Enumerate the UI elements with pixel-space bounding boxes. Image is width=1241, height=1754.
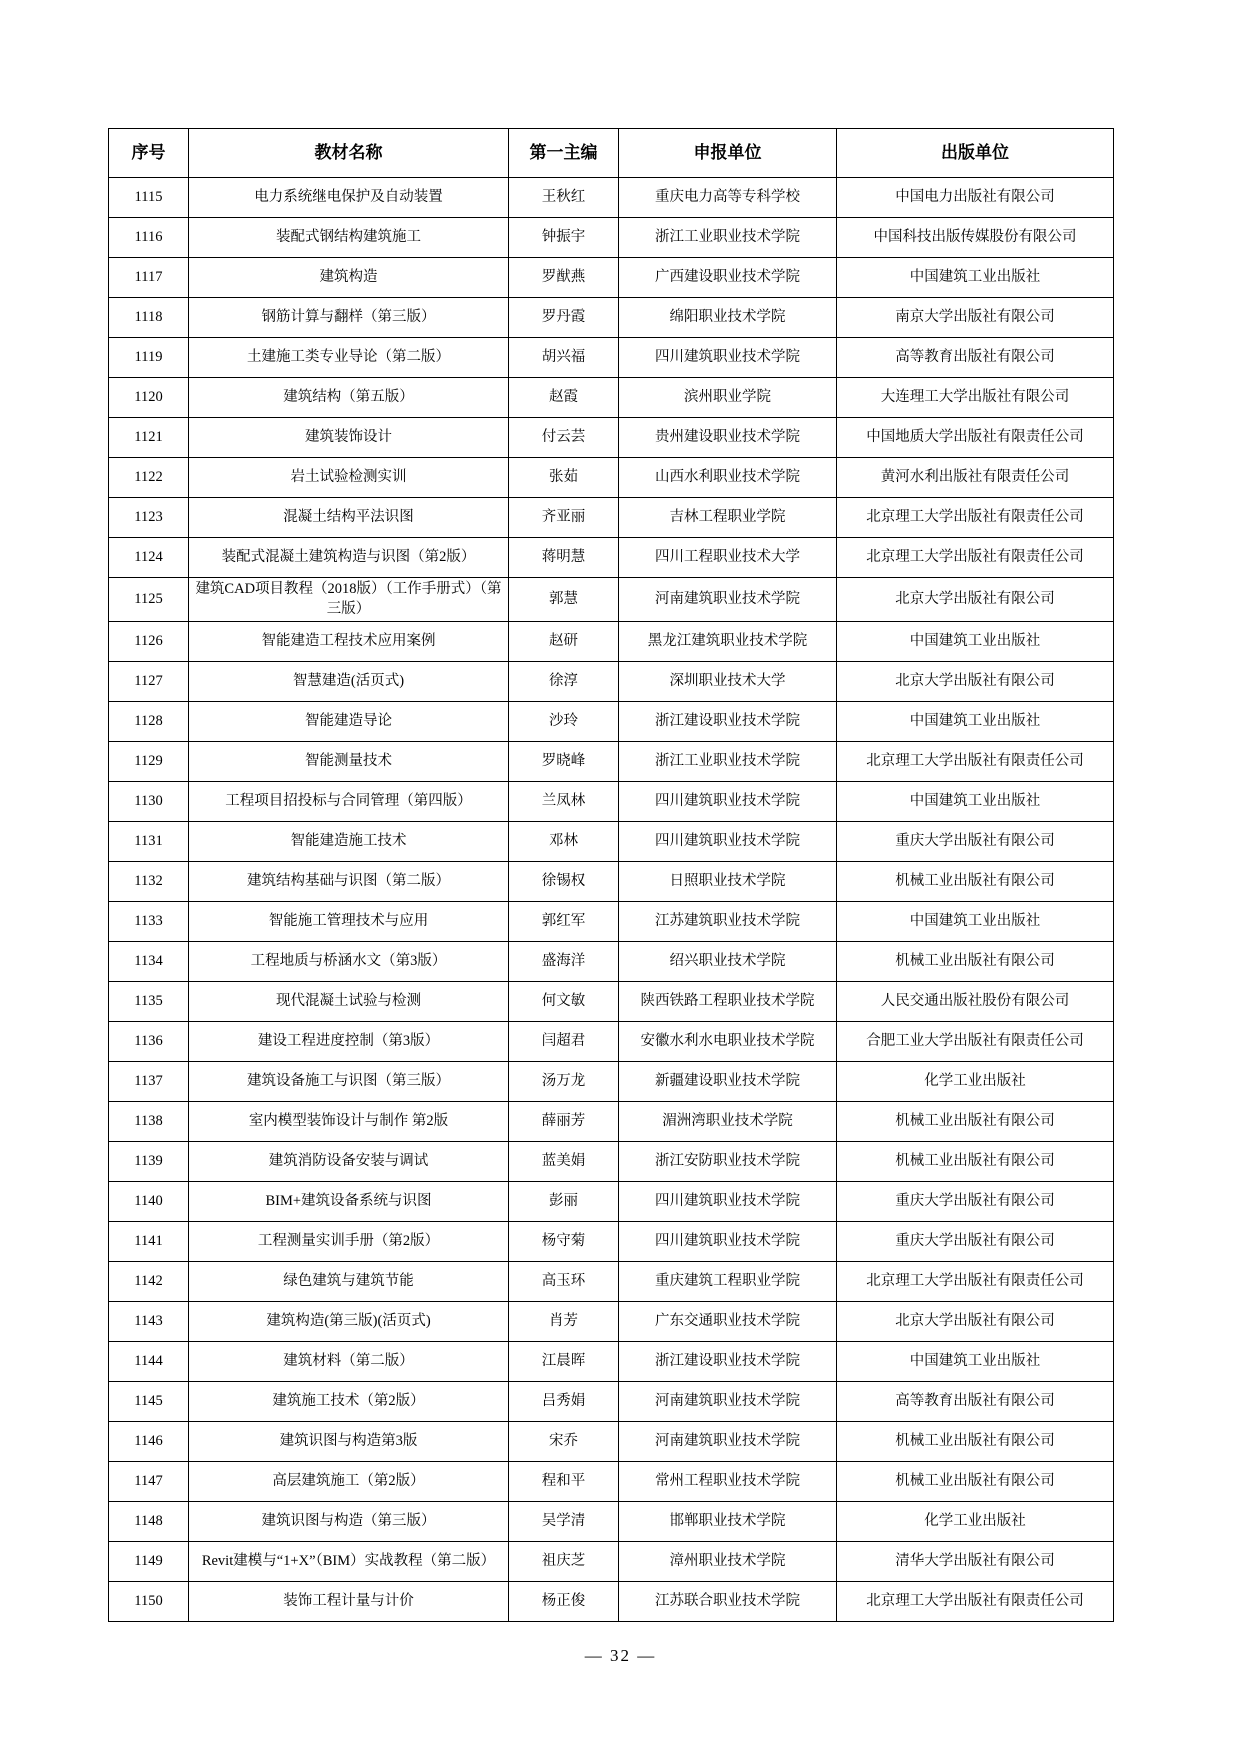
column-header-editor: 第一主编 (509, 129, 619, 178)
cell-publisher: 高等教育出版社有限公司 (837, 1382, 1114, 1422)
cell-textbook-name: 建筑CAD项目教程（2018版）（工作手册式）（第三版） (189, 578, 509, 622)
cell-textbook-name: 建筑构造 (189, 258, 509, 298)
cell-textbook-name: Revit建模与“1+X”（BIM）实战教程（第二版） (189, 1542, 509, 1582)
cell-applying-unit: 浙江安防职业技术学院 (619, 1142, 837, 1182)
table-row (109, 1062, 1114, 1102)
table-header-row (109, 129, 1114, 178)
cell-applying-unit: 日照职业技术学院 (619, 862, 837, 902)
cell-publisher: 黄河水利出版社有限责任公司 (837, 458, 1114, 498)
cell-chief-editor: 吴学清 (509, 1502, 619, 1542)
table-row (109, 982, 1114, 1022)
cell-textbook-name: 装配式钢结构建筑施工 (189, 218, 509, 258)
cell-publisher: 重庆大学出版社有限公司 (837, 1182, 1114, 1222)
cell-chief-editor: 吕秀娟 (509, 1382, 619, 1422)
cell-textbook-name: 装配式混凝土建筑构造与识图（第2版） (189, 538, 509, 578)
cell-publisher: 北京理工大学出版社有限责任公司 (837, 1262, 1114, 1302)
table-row (109, 1302, 1114, 1342)
cell-chief-editor: 兰凤林 (509, 782, 619, 822)
cell-serial-number: 1127 (109, 662, 189, 702)
cell-applying-unit: 广东交通职业技术学院 (619, 1302, 837, 1342)
table-row (109, 418, 1114, 458)
cell-textbook-name: 现代混凝土试验与检测 (189, 982, 509, 1022)
cell-publisher: 中国建筑工业出版社 (837, 782, 1114, 822)
table-row (109, 862, 1114, 902)
cell-serial-number: 1136 (109, 1022, 189, 1062)
cell-chief-editor: 蓝美娟 (509, 1142, 619, 1182)
table-row (109, 782, 1114, 822)
cell-chief-editor: 钟振宇 (509, 218, 619, 258)
cell-publisher: 人民交通出版社股份有限公司 (837, 982, 1114, 1022)
cell-chief-editor: 郭慧 (509, 578, 619, 622)
cell-publisher: 机械工业出版社有限公司 (837, 942, 1114, 982)
table-row (109, 1382, 1114, 1422)
table-row (109, 498, 1114, 538)
cell-applying-unit: 湄洲湾职业技术学院 (619, 1102, 837, 1142)
table-row (109, 538, 1114, 578)
cell-applying-unit: 浙江建设职业技术学院 (619, 702, 837, 742)
table-row (109, 702, 1114, 742)
cell-chief-editor: 徐淳 (509, 662, 619, 702)
cell-applying-unit: 四川建筑职业技术学院 (619, 1222, 837, 1262)
cell-applying-unit: 漳州职业技术学院 (619, 1542, 837, 1582)
cell-applying-unit: 常州工程职业技术学院 (619, 1462, 837, 1502)
table-row (109, 1422, 1114, 1462)
cell-textbook-name: 装饰工程计量与计价 (189, 1582, 509, 1622)
cell-textbook-name: 建筑构造(第三版)(活页式) (189, 1302, 509, 1342)
column-header-name: 教材名称 (189, 129, 509, 178)
cell-serial-number: 1121 (109, 418, 189, 458)
column-header-apply-unit: 申报单位 (619, 129, 837, 178)
cell-serial-number: 1116 (109, 218, 189, 258)
table-row (109, 1462, 1114, 1502)
cell-applying-unit: 浙江工业职业技术学院 (619, 218, 837, 258)
cell-serial-number: 1134 (109, 942, 189, 982)
cell-serial-number: 1128 (109, 702, 189, 742)
cell-serial-number: 1135 (109, 982, 189, 1022)
cell-publisher: 中国建筑工业出版社 (837, 1342, 1114, 1382)
cell-publisher: 北京大学出版社有限公司 (837, 1302, 1114, 1342)
cell-publisher: 北京大学出版社有限公司 (837, 578, 1114, 622)
cell-textbook-name: 混凝土结构平法识图 (189, 498, 509, 538)
cell-serial-number: 1150 (109, 1582, 189, 1622)
cell-publisher: 重庆大学出版社有限公司 (837, 822, 1114, 862)
cell-chief-editor: 齐亚丽 (509, 498, 619, 538)
cell-applying-unit: 山西水利职业技术学院 (619, 458, 837, 498)
cell-textbook-name: 建设工程进度控制（第3版） (189, 1022, 509, 1062)
cell-applying-unit: 江苏联合职业技术学院 (619, 1582, 837, 1622)
cell-chief-editor: 盛海洋 (509, 942, 619, 982)
table-row (109, 1102, 1114, 1142)
cell-textbook-name: 电力系统继电保护及自动装置 (189, 178, 509, 218)
cell-chief-editor: 宋乔 (509, 1422, 619, 1462)
cell-chief-editor: 彭丽 (509, 1182, 619, 1222)
cell-serial-number: 1146 (109, 1422, 189, 1462)
table-row (109, 578, 1114, 622)
cell-applying-unit: 四川建筑职业技术学院 (619, 822, 837, 862)
cell-chief-editor: 祖庆芝 (509, 1542, 619, 1582)
table-row (109, 1222, 1114, 1262)
cell-applying-unit: 邯郸职业技术学院 (619, 1502, 837, 1542)
cell-publisher: 大连理工大学出版社有限公司 (837, 378, 1114, 418)
table-row (109, 942, 1114, 982)
cell-textbook-name: 建筑施工技术（第2版） (189, 1382, 509, 1422)
cell-serial-number: 1123 (109, 498, 189, 538)
cell-chief-editor: 汤万龙 (509, 1062, 619, 1102)
cell-applying-unit: 重庆电力高等专科学校 (619, 178, 837, 218)
cell-chief-editor: 罗晓峰 (509, 742, 619, 782)
cell-textbook-name: 岩土试验检测实训 (189, 458, 509, 498)
cell-serial-number: 1143 (109, 1302, 189, 1342)
table-row (109, 1542, 1114, 1582)
cell-publisher: 北京理工大学出版社有限责任公司 (837, 498, 1114, 538)
cell-chief-editor: 何文敏 (509, 982, 619, 1022)
cell-serial-number: 1129 (109, 742, 189, 782)
cell-textbook-name: 室内模型装饰设计与制作 第2版 (189, 1102, 509, 1142)
cell-publisher: 机械工业出版社有限公司 (837, 1102, 1114, 1142)
cell-publisher: 化学工业出版社 (837, 1062, 1114, 1102)
cell-textbook-name: 工程项目招投标与合同管理（第四版） (189, 782, 509, 822)
cell-chief-editor: 闫超君 (509, 1022, 619, 1062)
cell-serial-number: 1122 (109, 458, 189, 498)
cell-applying-unit: 河南建筑职业技术学院 (619, 1382, 837, 1422)
column-header-publisher: 出版单位 (837, 129, 1114, 178)
cell-textbook-name: 智能建造工程技术应用案例 (189, 622, 509, 662)
cell-chief-editor: 沙玲 (509, 702, 619, 742)
cell-textbook-name: 建筑消防设备安装与调试 (189, 1142, 509, 1182)
cell-chief-editor: 胡兴福 (509, 338, 619, 378)
cell-textbook-name: 建筑识图与构造（第三版） (189, 1502, 509, 1542)
table-row (109, 1142, 1114, 1182)
cell-textbook-name: 工程测量实训手册（第2版） (189, 1222, 509, 1262)
table-row (109, 1582, 1114, 1622)
cell-serial-number: 1130 (109, 782, 189, 822)
cell-applying-unit: 绵阳职业技术学院 (619, 298, 837, 338)
cell-publisher: 南京大学出版社有限公司 (837, 298, 1114, 338)
cell-publisher: 高等教育出版社有限公司 (837, 338, 1114, 378)
cell-serial-number: 1147 (109, 1462, 189, 1502)
cell-applying-unit: 吉林工程职业学院 (619, 498, 837, 538)
cell-applying-unit: 四川建筑职业技术学院 (619, 782, 837, 822)
table-row (109, 662, 1114, 702)
cell-chief-editor: 邓林 (509, 822, 619, 862)
table-row (109, 338, 1114, 378)
cell-chief-editor: 罗猷燕 (509, 258, 619, 298)
cell-serial-number: 1148 (109, 1502, 189, 1542)
table-row (109, 622, 1114, 662)
cell-applying-unit: 河南建筑职业技术学院 (619, 1422, 837, 1462)
page-footer: — 32 — (584, 1646, 657, 1665)
cell-textbook-name: 智能建造导论 (189, 702, 509, 742)
cell-serial-number: 1117 (109, 258, 189, 298)
cell-publisher: 中国建筑工业出版社 (837, 622, 1114, 662)
cell-applying-unit: 四川建筑职业技术学院 (619, 338, 837, 378)
cell-serial-number: 1149 (109, 1542, 189, 1582)
cell-publisher: 中国地质大学出版社有限责任公司 (837, 418, 1114, 458)
cell-chief-editor: 郭红军 (509, 902, 619, 942)
cell-chief-editor: 付云芸 (509, 418, 619, 458)
cell-serial-number: 1145 (109, 1382, 189, 1422)
table-row (109, 742, 1114, 782)
cell-serial-number: 1132 (109, 862, 189, 902)
cell-textbook-name: 绿色建筑与建筑节能 (189, 1262, 509, 1302)
table-row (109, 822, 1114, 862)
cell-serial-number: 1126 (109, 622, 189, 662)
cell-applying-unit: 新疆建设职业技术学院 (619, 1062, 837, 1102)
cell-chief-editor: 薛丽芳 (509, 1102, 619, 1142)
cell-chief-editor: 江晨晖 (509, 1342, 619, 1382)
cell-serial-number: 1141 (109, 1222, 189, 1262)
cell-chief-editor: 肖芳 (509, 1302, 619, 1342)
cell-publisher: 北京理工大学出版社有限责任公司 (837, 742, 1114, 782)
cell-serial-number: 1118 (109, 298, 189, 338)
cell-serial-number: 1133 (109, 902, 189, 942)
cell-serial-number: 1125 (109, 578, 189, 622)
cell-publisher: 北京大学出版社有限公司 (837, 662, 1114, 702)
cell-serial-number: 1142 (109, 1262, 189, 1302)
table-row (109, 1502, 1114, 1542)
cell-serial-number: 1131 (109, 822, 189, 862)
cell-publisher: 北京理工大学出版社有限责任公司 (837, 538, 1114, 578)
cell-textbook-name: 土建施工类专业导论（第二版） (189, 338, 509, 378)
cell-applying-unit: 深圳职业技术大学 (619, 662, 837, 702)
cell-publisher: 合肥工业大学出版社有限责任公司 (837, 1022, 1114, 1062)
cell-applying-unit: 江苏建筑职业技术学院 (619, 902, 837, 942)
table-row (109, 298, 1114, 338)
table-row (109, 378, 1114, 418)
cell-publisher: 北京理工大学出版社有限责任公司 (837, 1582, 1114, 1622)
cell-publisher: 机械工业出版社有限公司 (837, 1142, 1114, 1182)
cell-textbook-name: 建筑设备施工与识图（第三版） (189, 1062, 509, 1102)
cell-textbook-name: 建筑材料（第二版） (189, 1342, 509, 1382)
cell-textbook-name: 智能建造施工技术 (189, 822, 509, 862)
cell-serial-number: 1140 (109, 1182, 189, 1222)
cell-serial-number: 1120 (109, 378, 189, 418)
cell-textbook-name: BIM+建筑设备系统与识图 (189, 1182, 509, 1222)
cell-textbook-name: 建筑装饰设计 (189, 418, 509, 458)
cell-chief-editor: 罗丹霞 (509, 298, 619, 338)
table-row (109, 902, 1114, 942)
cell-chief-editor: 王秋红 (509, 178, 619, 218)
cell-textbook-name: 工程地质与桥涵水文（第3版） (189, 942, 509, 982)
cell-textbook-name: 钢筋计算与翻样（第三版） (189, 298, 509, 338)
table-row (109, 258, 1114, 298)
cell-publisher: 机械工业出版社有限公司 (837, 862, 1114, 902)
cell-chief-editor: 赵霞 (509, 378, 619, 418)
cell-textbook-name: 建筑结构（第五版） (189, 378, 509, 418)
table-row (109, 218, 1114, 258)
cell-textbook-name: 智能施工管理技术与应用 (189, 902, 509, 942)
cell-applying-unit: 浙江工业职业技术学院 (619, 742, 837, 782)
cell-applying-unit: 贵州建设职业技术学院 (619, 418, 837, 458)
cell-publisher: 中国科技出版传媒股份有限公司 (837, 218, 1114, 258)
cell-applying-unit: 重庆建筑工程职业学院 (619, 1262, 837, 1302)
cell-serial-number: 1115 (109, 178, 189, 218)
cell-publisher: 中国建筑工业出版社 (837, 702, 1114, 742)
table-row (109, 1182, 1114, 1222)
cell-textbook-name: 高层建筑施工（第2版） (189, 1462, 509, 1502)
cell-chief-editor: 赵研 (509, 622, 619, 662)
cell-chief-editor: 张茹 (509, 458, 619, 498)
cell-publisher: 中国建筑工业出版社 (837, 258, 1114, 298)
cell-publisher: 机械工业出版社有限公司 (837, 1462, 1114, 1502)
cell-applying-unit: 绍兴职业技术学院 (619, 942, 837, 982)
cell-publisher: 中国建筑工业出版社 (837, 902, 1114, 942)
table-row (109, 1262, 1114, 1302)
cell-chief-editor: 高玉环 (509, 1262, 619, 1302)
table-row (109, 1342, 1114, 1382)
cell-publisher: 机械工业出版社有限公司 (837, 1422, 1114, 1462)
cell-serial-number: 1137 (109, 1062, 189, 1102)
cell-serial-number: 1119 (109, 338, 189, 378)
cell-applying-unit: 黑龙江建筑职业技术学院 (619, 622, 837, 662)
cell-applying-unit: 浙江建设职业技术学院 (619, 1342, 837, 1382)
cell-applying-unit: 陕西铁路工程职业技术学院 (619, 982, 837, 1022)
cell-serial-number: 1144 (109, 1342, 189, 1382)
cell-chief-editor: 蒋明慧 (509, 538, 619, 578)
table-body (109, 178, 1114, 1622)
cell-serial-number: 1124 (109, 538, 189, 578)
cell-textbook-name: 建筑结构基础与识图（第二版） (189, 862, 509, 902)
table-row (109, 178, 1114, 218)
table-row (109, 458, 1114, 498)
cell-textbook-name: 智能测量技术 (189, 742, 509, 782)
cell-applying-unit: 安徽水利水电职业技术学院 (619, 1022, 837, 1062)
cell-publisher: 中国电力出版社有限公司 (837, 178, 1114, 218)
cell-publisher: 化学工业出版社 (837, 1502, 1114, 1542)
column-header-no: 序号 (109, 129, 189, 178)
cell-serial-number: 1139 (109, 1142, 189, 1182)
cell-textbook-name: 智慧建造(活页式) (189, 662, 509, 702)
table-row (109, 1022, 1114, 1062)
textbook-table (108, 128, 1114, 1622)
cell-chief-editor: 杨守菊 (509, 1222, 619, 1262)
cell-applying-unit: 四川建筑职业技术学院 (619, 1182, 837, 1222)
cell-applying-unit: 河南建筑职业技术学院 (619, 578, 837, 622)
cell-serial-number: 1138 (109, 1102, 189, 1142)
cell-applying-unit: 四川工程职业技术大学 (619, 538, 837, 578)
cell-textbook-name: 建筑识图与构造第3版 (189, 1422, 509, 1462)
cell-applying-unit: 滨州职业学院 (619, 378, 837, 418)
cell-chief-editor: 徐锡权 (509, 862, 619, 902)
cell-applying-unit: 广西建设职业技术学院 (619, 258, 837, 298)
cell-publisher: 清华大学出版社有限公司 (837, 1542, 1114, 1582)
cell-publisher: 重庆大学出版社有限公司 (837, 1222, 1114, 1262)
cell-chief-editor: 杨正俊 (509, 1582, 619, 1622)
cell-chief-editor: 程和平 (509, 1462, 619, 1502)
